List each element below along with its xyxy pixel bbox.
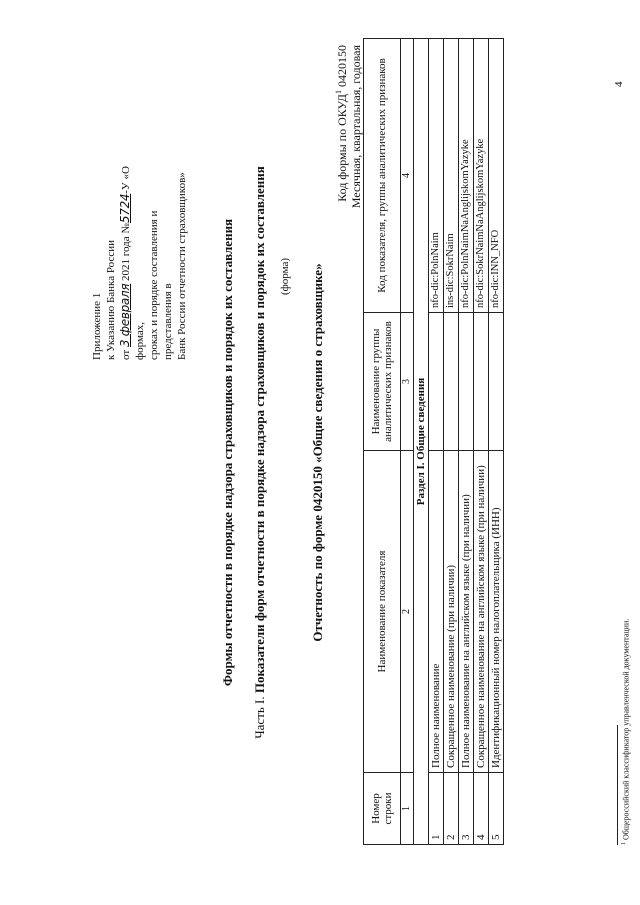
row-number: 2 bbox=[444, 773, 459, 845]
column-numbers-row bbox=[401, 39, 414, 845]
row-group bbox=[444, 313, 459, 451]
page-number: 4 bbox=[613, 81, 625, 87]
row-group bbox=[459, 313, 474, 451]
table-row bbox=[489, 39, 504, 845]
footnote-mark: 1 bbox=[621, 842, 627, 845]
forma-label: (форма) bbox=[279, 257, 291, 295]
okud-footnote-mark: 1 bbox=[334, 90, 343, 94]
section-title bbox=[414, 39, 429, 845]
row-code: nfo-dic:INN_NFO bbox=[489, 39, 504, 313]
row-name: Полное наименование bbox=[429, 451, 444, 773]
report-table bbox=[363, 38, 504, 845]
part-text: Показатели форм отчетности в порядке надзора страховщиков и порядок их составления bbox=[252, 166, 267, 694]
footnote-text: Общероссийский классификатор управленческой документации. bbox=[621, 618, 631, 840]
date-suffix: -У «О формах, bbox=[120, 166, 146, 360]
table-row bbox=[474, 39, 489, 845]
periodicity: Месячная, квартальная, годовая bbox=[349, 45, 363, 209]
table-row bbox=[459, 39, 474, 845]
row-number: 3 bbox=[459, 773, 474, 845]
footnote bbox=[621, 619, 631, 845]
section-label: Раздел I. Общие сведения bbox=[415, 377, 427, 506]
appendix-line2: к Указанию Банка России bbox=[105, 240, 117, 360]
okud-label: Код формы по ОКУД bbox=[335, 94, 349, 202]
header-group-name: Наименование группы аналитических признаков bbox=[364, 313, 401, 451]
row-code: nfo-dic:PolnNaimNaAnglijskomYazyke bbox=[459, 39, 474, 313]
row-code: nfo-dic:PolnNaim bbox=[429, 39, 444, 313]
table-row bbox=[429, 39, 444, 845]
appendix-line5: Банк России отчетности страховщиков» bbox=[176, 172, 188, 360]
row-name: Идентификационный номер налогоплательщика (ИНН) bbox=[489, 451, 504, 773]
section-row bbox=[414, 39, 429, 845]
date-prefix: от bbox=[120, 349, 132, 360]
main-title: Формы отчетности в порядке надзора страховщиков и порядок их составления bbox=[220, 218, 235, 687]
header-indicator-code: Код показателя, группы аналитических признаков bbox=[364, 39, 401, 313]
header-indicator-name: Наименование показателя bbox=[364, 451, 401, 773]
handwritten-number: 5724 bbox=[118, 193, 132, 224]
appendix-date-line bbox=[118, 140, 147, 360]
date-year: 2021 года № bbox=[120, 223, 132, 281]
okud-block bbox=[332, 45, 363, 345]
column-number: 1 bbox=[401, 773, 414, 845]
row-name: Сокращенное наименование на английском языке (при наличии) bbox=[474, 451, 489, 773]
column-number: 3 bbox=[401, 313, 414, 451]
column-number: 4 bbox=[401, 39, 414, 313]
report-title: Отчетность по форме 0420150 «Общие сведения о страховщике» bbox=[310, 263, 325, 642]
row-group bbox=[474, 313, 489, 451]
row-number: 1 bbox=[429, 773, 444, 845]
table-header-row bbox=[364, 39, 401, 845]
part-title bbox=[252, 0, 268, 905]
row-name: Полное наименование на английском языке (при наличии) bbox=[459, 451, 474, 773]
table-row bbox=[444, 39, 459, 845]
okud-line bbox=[332, 45, 349, 345]
row-number: 5 bbox=[489, 773, 504, 845]
row-code: nfo-dic:SokrNaimNaAnglijskomYazyke bbox=[474, 39, 489, 313]
report-table-wrap bbox=[363, 39, 504, 845]
header-row-number: Номер строки bbox=[364, 773, 401, 845]
row-group bbox=[489, 313, 504, 451]
footnote-divider bbox=[617, 725, 618, 845]
column-number: 2 bbox=[401, 451, 414, 773]
appendix-line1: Приложение 1 bbox=[91, 292, 103, 360]
appendix-block bbox=[90, 140, 189, 360]
row-name: Сокращенное наименование (при наличии) bbox=[444, 451, 459, 773]
appendix-line4: сроках и порядке составления и представления в bbox=[148, 210, 174, 360]
row-code: ins-dic:SokrNaim bbox=[444, 39, 459, 313]
row-number: 4 bbox=[474, 773, 489, 845]
handwritten-date: 3 февраля bbox=[118, 283, 132, 348]
row-group bbox=[429, 313, 444, 451]
part-prefix: Часть I. bbox=[252, 696, 267, 739]
okud-code: 0420150 bbox=[335, 45, 349, 87]
